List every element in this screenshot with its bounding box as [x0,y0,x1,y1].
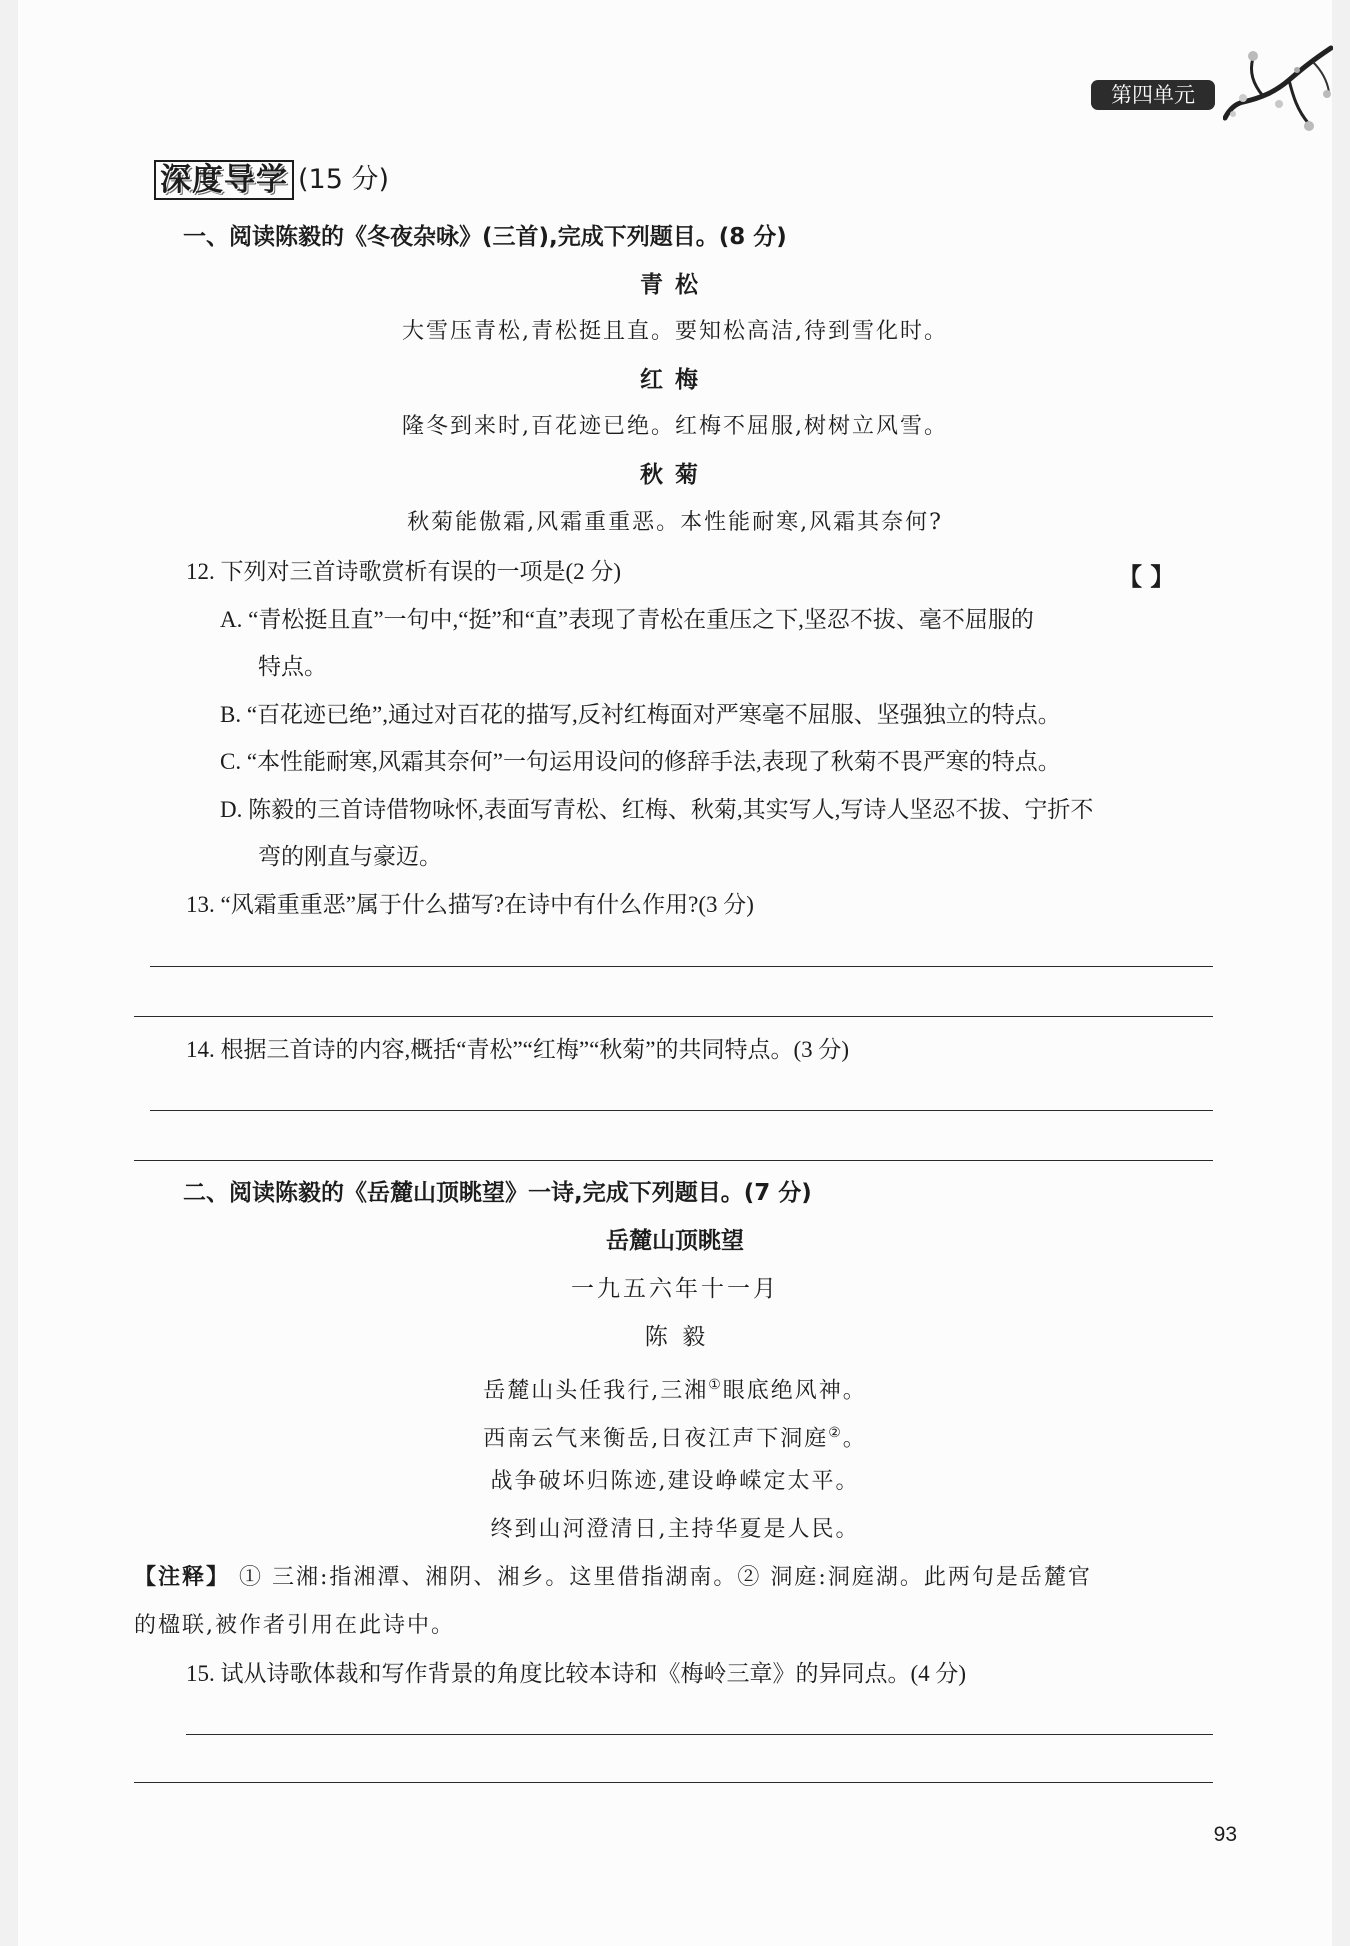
part1-heading: 一、阅读陈毅的《冬夜杂咏》(三首),完成下列题目。(8 分) [183,224,787,250]
poem-title-qiuju: 秋菊 [640,462,710,488]
option-a-line2: 特点。 [258,654,327,679]
answer-line-13b[interactable] [134,1016,1213,1017]
answer-line-15a[interactable] [186,1734,1213,1735]
poem-line-qiuju: 秋菊能傲霜,风霜重重恶。本性能耐寒,风霜其奈何? [407,510,943,535]
answer-line-14b[interactable] [134,1160,1213,1161]
poem-line-3: 战争破坏归陈迹,建设峥嵘定太平。 [490,1469,860,1494]
option-d-line2: 弯的刚直与豪迈。 [258,844,442,869]
answer-bracket[interactable]: 【 】 [1118,563,1175,591]
answer-line-13a[interactable] [150,966,1213,967]
question-14: 14. 根据三首诗的内容,概括“青松”“红梅”“秋菊”的共同特点。(3 分) [186,1037,850,1062]
option-d-line1: D. 陈毅的三首诗借物咏怀,表面写青松、红梅、秋菊,其实写人,写诗人坚忍不拔、宁折不 [220,797,1094,822]
answer-line-14a[interactable] [150,1110,1213,1111]
page-number: 93 [1213,1823,1237,1846]
question-13: 13. “风霜重重恶”属于什么描写?在诗中有什么作用?(3 分) [186,892,754,917]
annotation-line2: 的楹联,被作者引用在此诗中。 [134,1613,455,1638]
option-a-line1: A. “青松挺且直”一句中,“挺”和“直”表现了青松在重压之下,坚忍不拔、毫不屈服的 [220,607,1034,632]
footnote-marker-2: ② [828,1425,843,1441]
option-b: B. “百花迹已绝”,通过对百花的描写,反衬红梅面对严寒毫不屈服、坚强独立的特点。 [220,702,1061,727]
plum-branch-icon [1223,40,1333,140]
question-15: 15. 试从诗歌体裁和写作背景的角度比较本诗和《梅岭三章》的异同点。(4 分) [186,1661,967,1686]
poem-title-hongmei: 红梅 [640,367,710,393]
poem-date: 一九五六年十一月 [571,1276,779,1302]
section-title [154,160,389,200]
option-c: C. “本性能耐寒,风霜其奈何”一句运用设问的修辞手法,表现了秋菊不畏严寒的特点。 [220,749,1061,774]
poem-line-qingsong: 大雪压青松,青松挺且直。要知松高洁,待到雪化时。 [402,319,948,344]
section-points: (15 分) [298,164,390,195]
part2-heading: 二、阅读陈毅的《岳麓山顶眺望》一诗,完成下列题目。(7 分) [183,1180,812,1206]
poem-line-hongmei: 隆冬到来时,百花迹已绝。红梅不屈服,树树立风雪。 [402,414,948,439]
footnote-marker-1: ① [708,1377,723,1393]
poem-title-qingsong: 青松 [640,272,710,298]
poem-author: 陈 毅 [644,1324,706,1350]
poem-line-2: 西南云气来衡岳,日夜江声下洞庭②。 [483,1425,867,1452]
answer-line-15b[interactable] [134,1782,1213,1783]
annotation-label: 【注释】 [134,1565,231,1590]
annotation-line1: 【注释】 ① 三湘:指湘潭、湘阴、湘乡。这里借指湖南。② 洞庭:洞庭湖。此两句是岳麓官 [134,1565,1092,1590]
question-12-stem: 12. 下列对三首诗歌赏析有误的一项是(2 分) [186,559,622,584]
poem-line-4: 终到山河澄清日,主持华夏是人民。 [490,1517,860,1542]
section-title-box: 深度导学 [154,160,294,200]
worksheet-page [18,0,1332,1946]
unit-badge: 第四单元 [1091,80,1215,110]
poem-title-yuelu: 岳麓山顶眺望 [606,1228,744,1254]
poem-line-1: 岳麓山头任我行,三湘①眼底绝风神。 [483,1377,867,1404]
